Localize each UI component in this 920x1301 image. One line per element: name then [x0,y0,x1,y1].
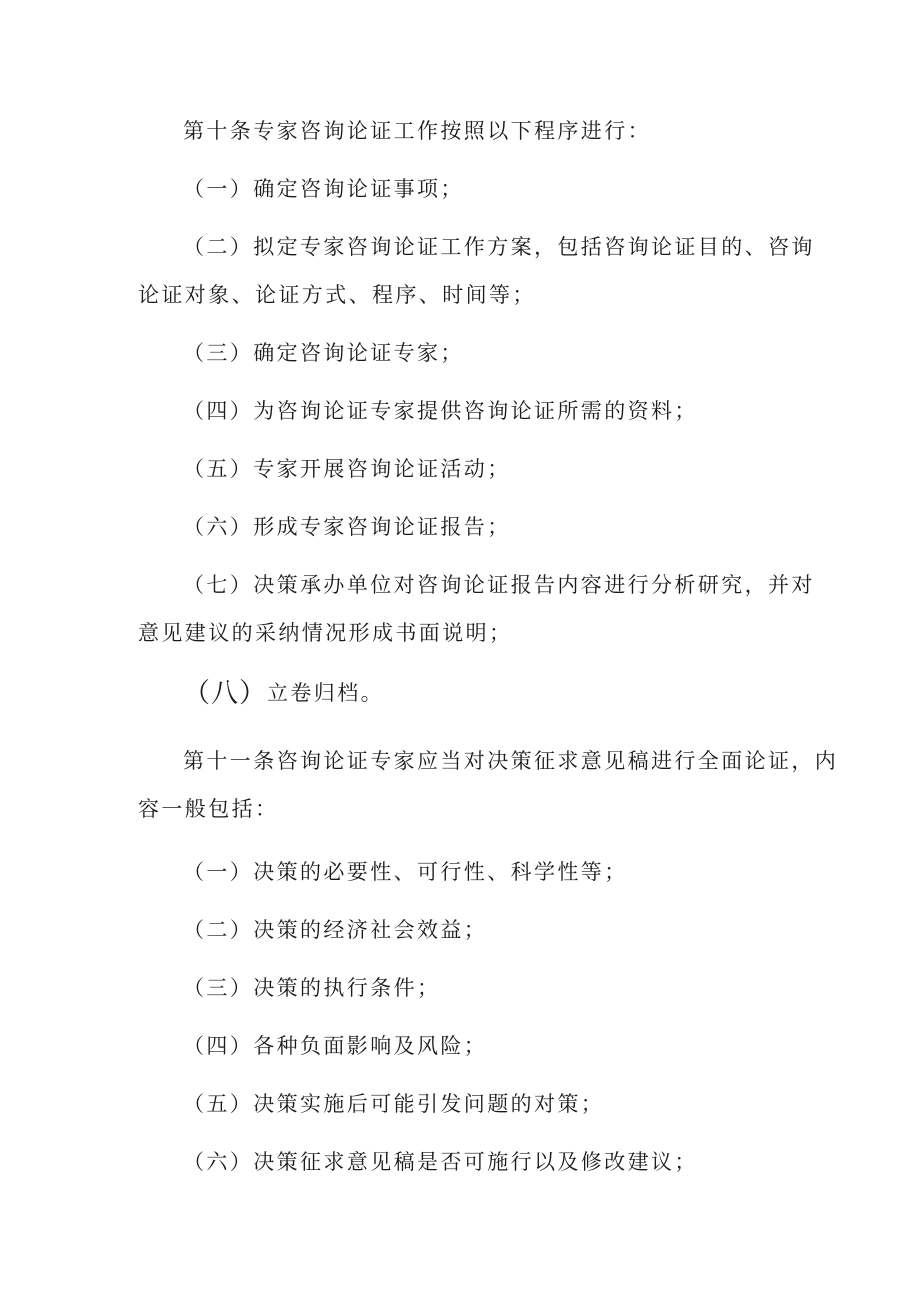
article-10-item-7-line-1: （七）决策承办单位对咨询论证报告内容进行分析研究，并对 [183,573,815,597]
article-10-item-2-line-2: 论证对象、论证方式、程序、时间等； [138,283,536,307]
article-11-item-4: （四）各种负面影响及风险； [183,1034,488,1058]
article-11-item-6: （六）决策征求意见稿是否可施行以及修改建议； [183,1150,698,1174]
article-11-item-1: （一）决策的必要性、可行性、科学性等； [183,860,628,884]
article-10-item-5: （五）专家开展咨询论证活动； [183,457,511,481]
article-10-item-7-line-2: 意见建议的采纳情况形成书面说明； [138,621,513,645]
article-11-heading-line-1: 第十一条咨询论证专家应当对决策征求意见稿进行全面论证，内 [183,749,839,773]
article-10-item-8-text: 立卷归档。 [267,681,384,705]
article-10-item-6: （六）形成专家咨询论证报告； [183,515,511,539]
article-10-item-8 [183,679,843,708]
article-10-item-3: （三）确定咨询论证专家； [183,341,464,365]
article-10-item-2-line-1: （二）拟定专家咨询论证工作方案，包括咨询论证目的、咨询 [183,235,815,259]
article-11-item-5: （五）决策实施后可能引发问题的对策； [183,1092,605,1116]
article-10-item-1: （一）确定咨询论证事项； [183,177,464,201]
article-10-item-4: （四）为咨询论证专家提供咨询论证所需的资料； [183,399,698,423]
article-10-item-8-label: （八） [183,678,267,709]
article-11-item-2: （二）决策的经济社会效益； [183,918,488,942]
article-11-item-3: （三）决策的执行条件； [183,976,441,1000]
article-11-heading-line-2: 容一般包括： [138,797,279,821]
article-10-heading: 第十条专家咨询论证工作按照以下程序进行： [183,119,651,143]
